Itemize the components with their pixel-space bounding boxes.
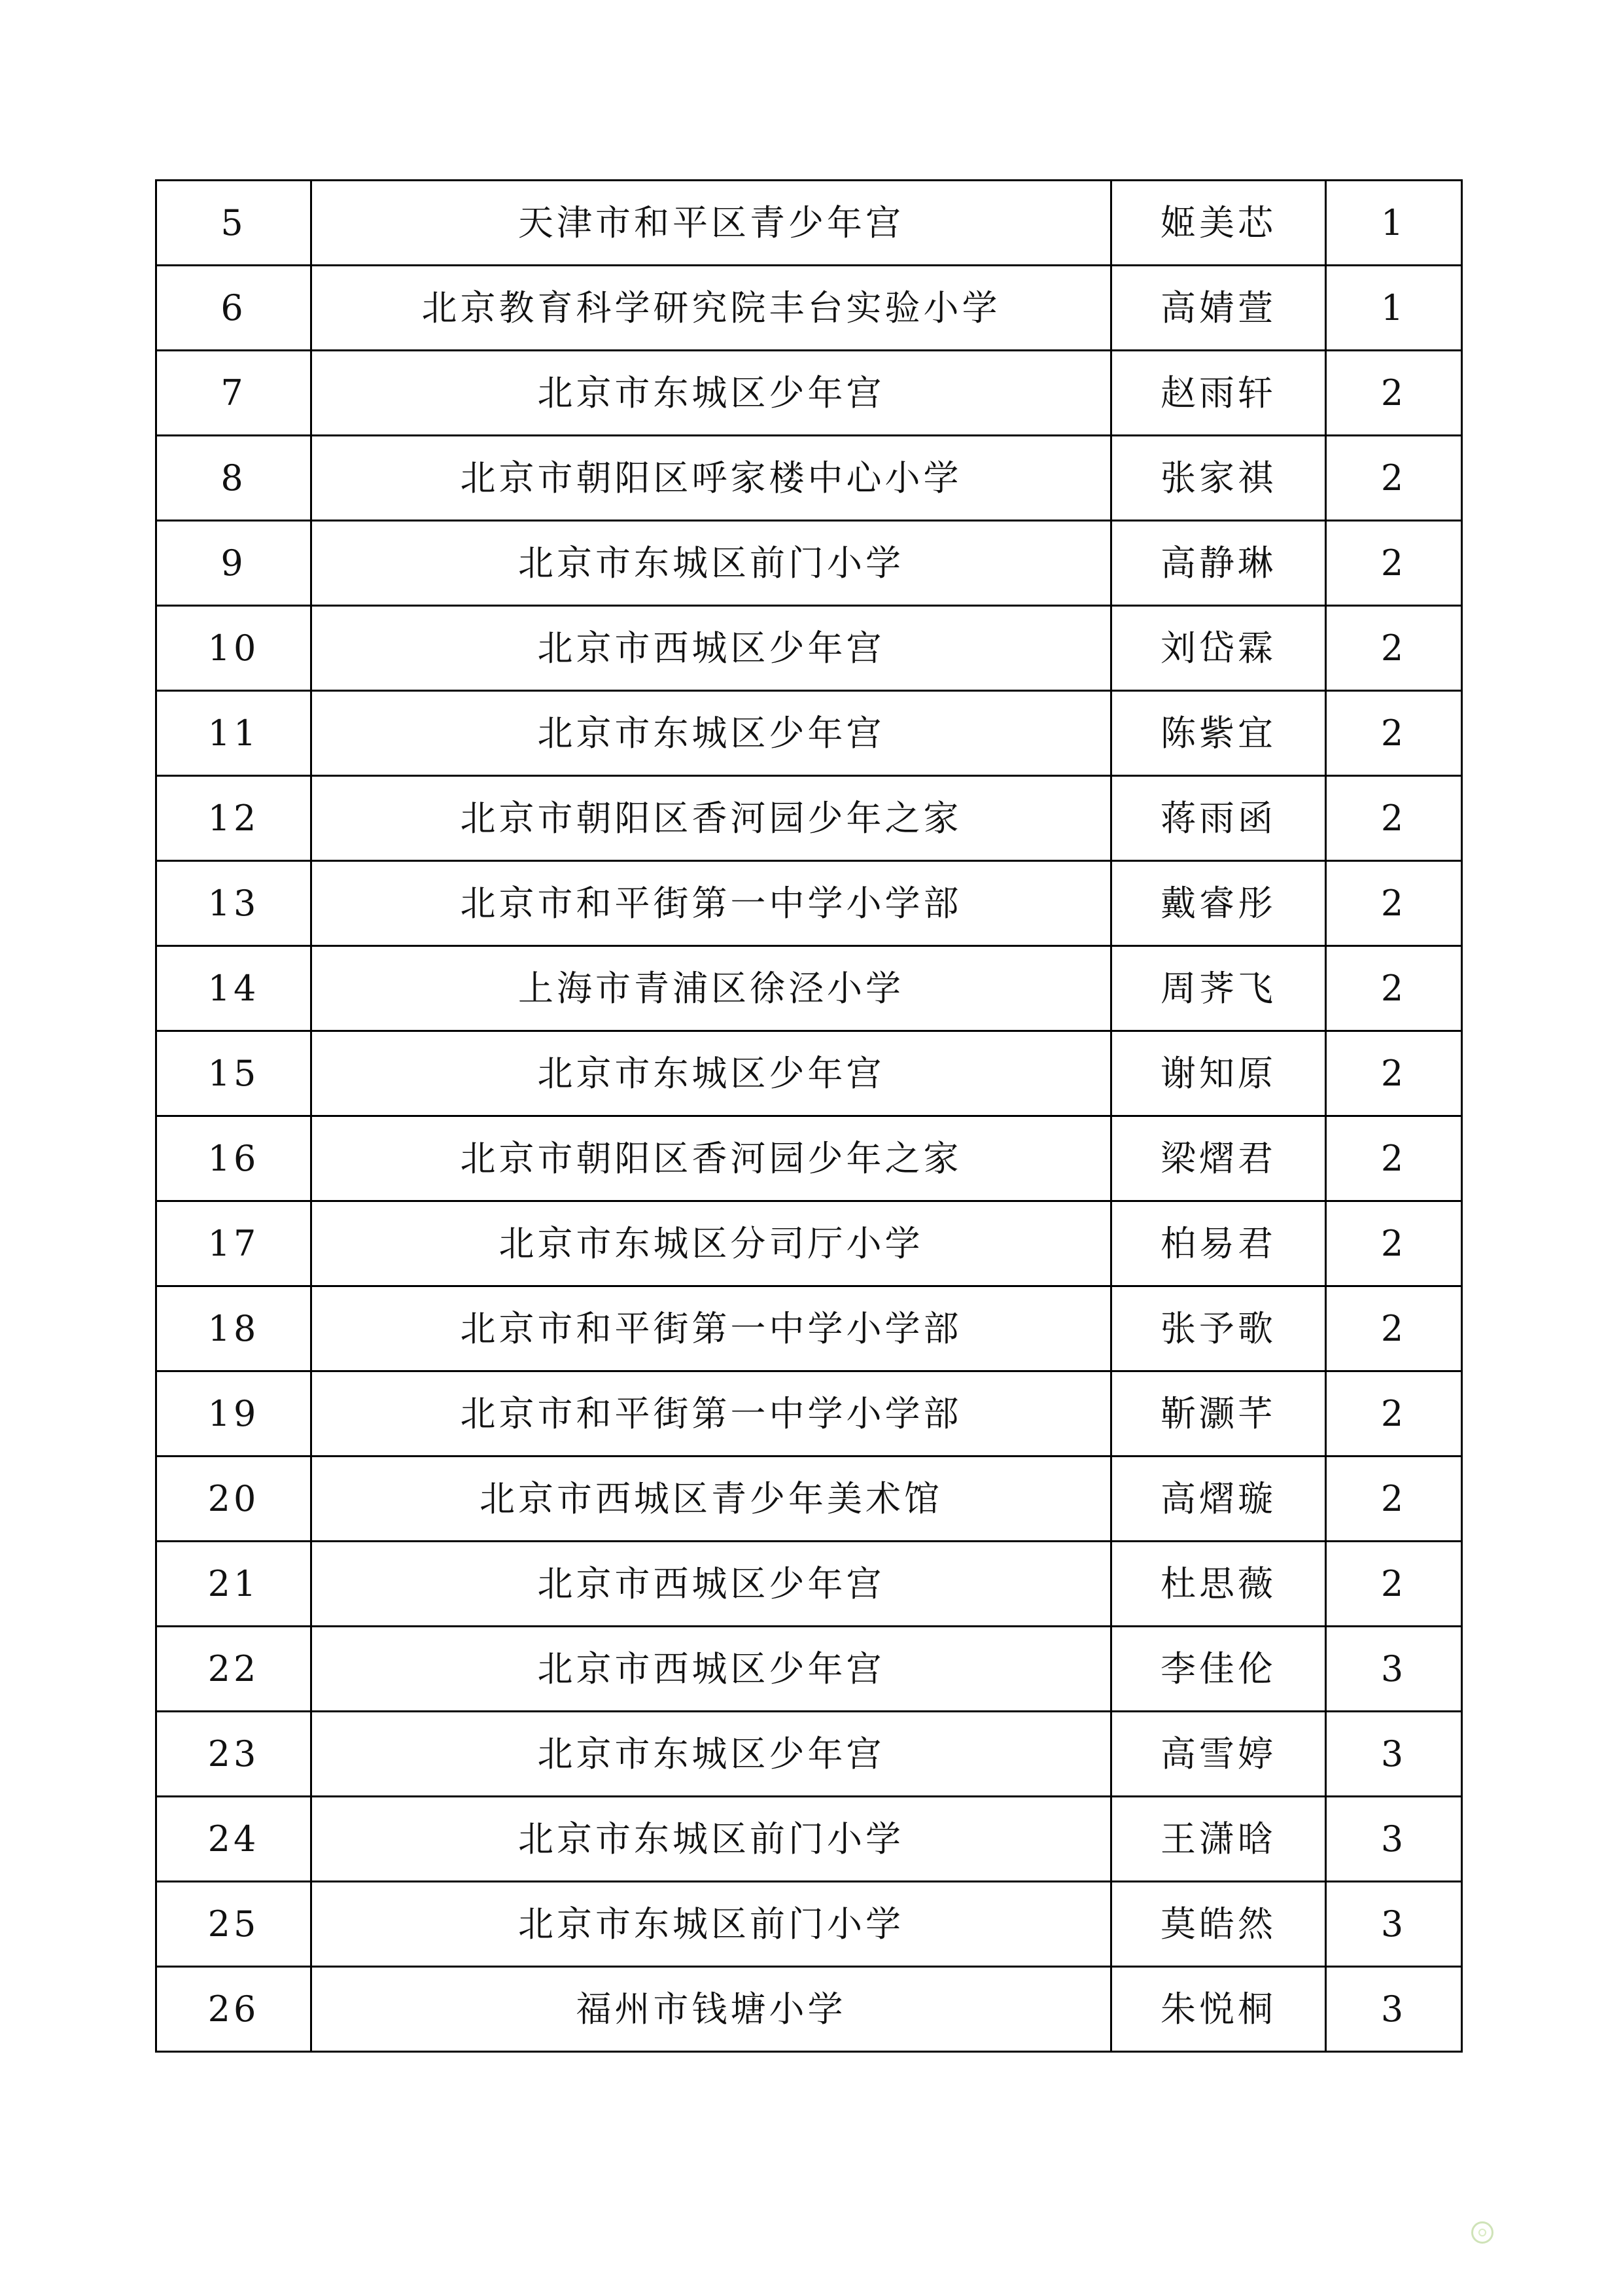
table-row [156,1371,1462,1457]
student-name-cell: 高静琳 [1111,521,1326,606]
row-number-cell: 20 [156,1457,311,1542]
grade-cell: 2 [1326,436,1462,521]
table-row [156,521,1462,606]
school-cell: 北京市东城区前门小学 [311,521,1111,606]
row-number-cell: 5 [156,181,311,266]
table-row [156,1712,1462,1797]
student-name-cell: 赵雨轩 [1111,351,1326,436]
row-number-cell: 21 [156,1542,311,1627]
row-number-cell: 9 [156,521,311,606]
table-row [156,776,1462,861]
row-number-cell: 13 [156,861,311,946]
school-cell: 北京市和平街第一中学小学部 [311,1286,1111,1371]
school-cell: 北京市东城区前门小学 [311,1797,1111,1882]
row-number-cell: 23 [156,1712,311,1797]
school-cell: 北京市东城区少年宫 [311,351,1111,436]
grade-cell: 2 [1326,1542,1462,1627]
student-name-cell: 戴睿彤 [1111,861,1326,946]
grade-cell: 2 [1326,1457,1462,1542]
row-number-cell: 6 [156,266,311,351]
student-name-cell: 陈紫宜 [1111,691,1326,776]
row-number-cell: 8 [156,436,311,521]
table-row [156,351,1462,436]
grade-cell: 3 [1326,1967,1462,2052]
school-cell: 北京市西城区少年宫 [311,1542,1111,1627]
row-number-cell: 10 [156,606,311,691]
grade-cell: 2 [1326,606,1462,691]
table-row [156,1967,1462,2052]
school-cell: 上海市青浦区徐泾小学 [311,946,1111,1031]
student-name-cell: 李佳伦 [1111,1627,1326,1712]
school-cell: 北京市东城区少年宫 [311,1712,1111,1797]
table-row [156,691,1462,776]
row-number-cell: 15 [156,1031,311,1116]
table-row [156,861,1462,946]
row-number-cell: 24 [156,1797,311,1882]
student-name-cell: 高婧萱 [1111,266,1326,351]
student-name-cell: 高雪婷 [1111,1712,1326,1797]
school-cell: 北京市西城区少年宫 [311,1627,1111,1712]
grade-cell: 2 [1326,1201,1462,1286]
student-name-cell: 姬美芯 [1111,181,1326,266]
student-name-cell: 柏易君 [1111,1201,1326,1286]
row-number-cell: 11 [156,691,311,776]
student-name-cell: 梁熠君 [1111,1116,1326,1201]
grade-cell: 3 [1326,1797,1462,1882]
row-number-cell: 26 [156,1967,311,2052]
school-cell: 北京教育科学研究院丰台实验小学 [311,266,1111,351]
table-row [156,606,1462,691]
grade-cell: 1 [1326,266,1462,351]
table-row [156,1116,1462,1201]
school-cell: 天津市和平区青少年宫 [311,181,1111,266]
student-name-cell: 靳灏芊 [1111,1371,1326,1457]
student-name-cell: 王潇晗 [1111,1797,1326,1882]
grade-cell: 3 [1326,1882,1462,1967]
school-cell: 北京市西城区青少年美术馆 [311,1457,1111,1542]
table-row [156,1201,1462,1286]
row-number-cell: 25 [156,1882,311,1967]
student-name-cell: 谢知原 [1111,1031,1326,1116]
table-row [156,1457,1462,1542]
row-number-cell: 7 [156,351,311,436]
student-name-cell: 刘岱霖 [1111,606,1326,691]
school-cell: 北京市西城区少年宫 [311,606,1111,691]
student-name-cell: 高熠璇 [1111,1457,1326,1542]
grade-cell: 2 [1326,776,1462,861]
circle-stamp-icon [1471,2221,1493,2244]
school-cell: 福州市钱塘小学 [311,1967,1111,2052]
roster-table-body [156,181,1462,2052]
table-row [156,1882,1462,1967]
student-name-cell: 杜思薇 [1111,1542,1326,1627]
table-row [156,181,1462,266]
school-cell: 北京市东城区少年宫 [311,1031,1111,1116]
school-cell: 北京市朝阳区香河园少年之家 [311,1116,1111,1201]
school-cell: 北京市和平街第一中学小学部 [311,1371,1111,1457]
table-row [156,1031,1462,1116]
school-cell: 北京市东城区分司厅小学 [311,1201,1111,1286]
student-name-cell: 朱悦桐 [1111,1967,1326,2052]
student-name-cell: 张家祺 [1111,436,1326,521]
school-cell: 北京市朝阳区呼家楼中心小学 [311,436,1111,521]
table-row [156,946,1462,1031]
grade-cell: 2 [1326,1286,1462,1371]
grade-cell: 2 [1326,351,1462,436]
grade-cell: 2 [1326,1116,1462,1201]
table-row [156,1542,1462,1627]
row-number-cell: 22 [156,1627,311,1712]
school-cell: 北京市朝阳区香河园少年之家 [311,776,1111,861]
student-name-cell: 张予歌 [1111,1286,1326,1371]
school-cell: 北京市和平街第一中学小学部 [311,861,1111,946]
student-name-cell: 蒋雨函 [1111,776,1326,861]
grade-cell: 2 [1326,946,1462,1031]
table-row [156,436,1462,521]
grade-cell: 2 [1326,521,1462,606]
school-cell: 北京市东城区少年宫 [311,691,1111,776]
row-number-cell: 12 [156,776,311,861]
grade-cell: 1 [1326,181,1462,266]
grade-cell: 2 [1326,1371,1462,1457]
row-number-cell: 19 [156,1371,311,1457]
grade-cell: 3 [1326,1712,1462,1797]
school-cell: 北京市东城区前门小学 [311,1882,1111,1967]
table-row [156,266,1462,351]
row-number-cell: 17 [156,1201,311,1286]
table-row [156,1627,1462,1712]
roster-table [155,179,1463,2053]
student-name-cell: 周荠飞 [1111,946,1326,1031]
grade-cell: 2 [1326,1031,1462,1116]
row-number-cell: 16 [156,1116,311,1201]
grade-cell: 3 [1326,1627,1462,1712]
row-number-cell: 18 [156,1286,311,1371]
grade-cell: 2 [1326,691,1462,776]
table-row [156,1797,1462,1882]
row-number-cell: 14 [156,946,311,1031]
table-row [156,1286,1462,1371]
grade-cell: 2 [1326,861,1462,946]
student-name-cell: 莫皓然 [1111,1882,1326,1967]
